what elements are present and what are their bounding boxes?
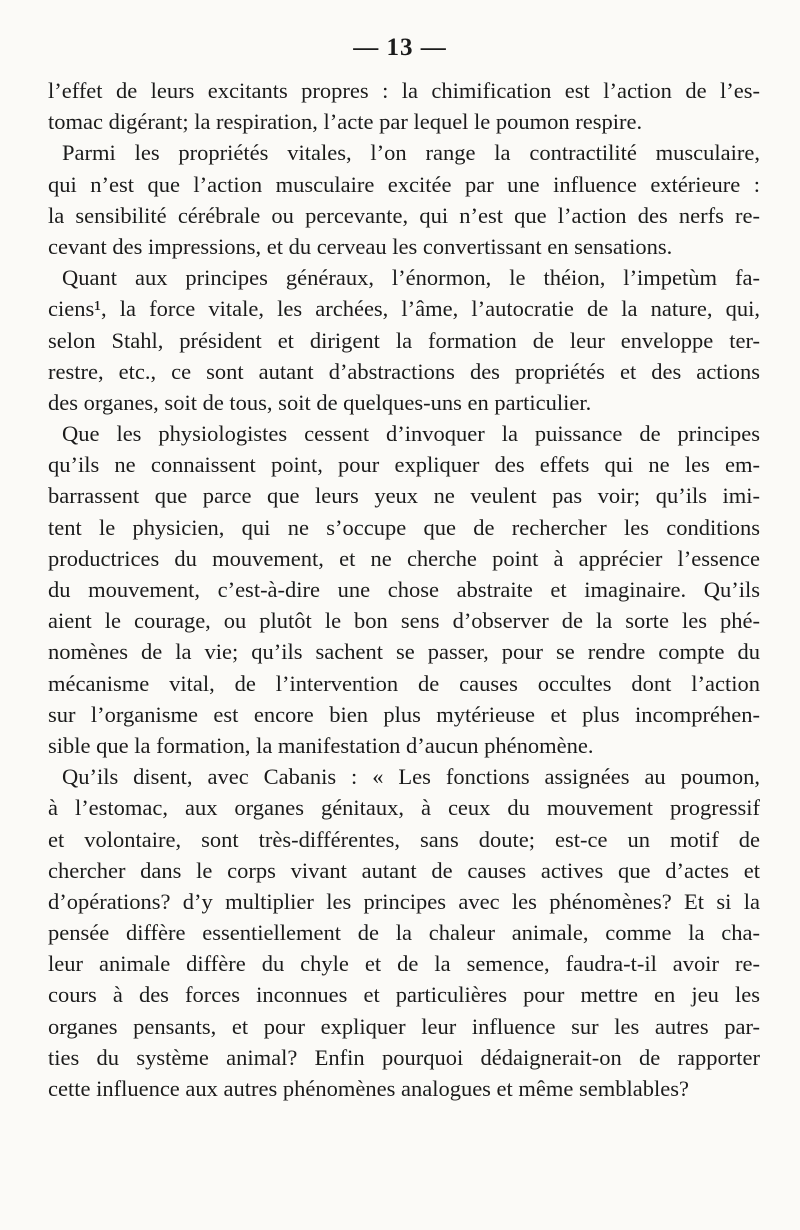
text-line: et volontaire, sont très-différentes, sans doute; est-ce un motif de	[48, 826, 760, 852]
text-line: cours à des forces inconnues et particulières pour mettre en jeu les	[48, 982, 760, 1008]
text-line: barrassent que parce que leurs yeux ne veulent pas voir; qu’ils imi-	[48, 483, 760, 509]
text-line: l’effet de leurs excitants propres : la chimification est l’action de l’es-	[48, 78, 760, 103]
text-line: organes pensants, et pour expliquer leur influence sur les autres par-	[48, 1013, 760, 1039]
text-line: cette influence aux autres phénomènes analogues et même semblables?	[48, 1076, 689, 1101]
text-line: qu’ils ne connaissent point, pour expliquer des effets qui ne les em-	[48, 452, 760, 478]
text-line: Que les physiologistes cessent d’invoquer la puissance de principes	[62, 421, 760, 447]
text-line: sur l’organisme est encore bien plus mytérieuse et plus incompréhen-	[48, 701, 760, 727]
text-line: à l’estomac, aux organes génitaux, à ceux du mouvement progressif	[48, 795, 760, 821]
text-line: mécanisme vital, de l’intervention de causes occultes dont l’action	[48, 670, 760, 696]
text-line: ties du système animal? Enfin pourquoi dédaignerait-on de rapporter	[48, 1044, 760, 1070]
text-line: leur animale diffère du chyle et de la semence, faudra-t-il avoir re-	[48, 951, 760, 977]
text-line: la sensibilité cérébrale ou percevante, qui n’est que l’action des nerfs re-	[48, 202, 760, 228]
text-line: aient le courage, ou plutôt le bon sens d’observer de la sorte les phé-	[48, 608, 760, 634]
text-line: Qu’ils disent, avec Cabanis : « Les fonctions assignées au poumon,	[62, 764, 760, 790]
body-text	[48, 75, 760, 1104]
text-line: Parmi les propriétés vitales, l’on range la contractilité musculaire,	[62, 140, 760, 166]
text-line: d’opérations? d’y multiplier les principes avec les phénomènes? Et si la	[48, 888, 760, 914]
text-line: du mouvement, c’est-à-dire une chose abstraite et imaginaire. Qu’ils	[48, 577, 760, 602]
text-line: cevant des impressions, et du cerveau les convertissant en sensations.	[48, 233, 673, 259]
page-number: — 13 —	[353, 34, 447, 61]
text-line: restre, etc., ce sont autant d’abstractions des propriétés et des actions	[48, 358, 760, 384]
text-line: sible que la formation, la manifestation d’aucun phénomène.	[48, 732, 594, 758]
text-line: ciens¹, la force vitale, les archées, l’âme, l’autocratie de la nature, qui,	[48, 296, 760, 322]
text-line: qui n’est que l’action musculaire excitée par une influence extérieure :	[48, 171, 760, 197]
text-line: tent le physicien, qui ne s’occupe que de rechercher les conditions	[48, 514, 760, 540]
text-line: chercher dans le corps vivant autant de causes actives que d’actes et	[48, 857, 760, 883]
text-line: tomac digérant; la respiration, l’acte par lequel le poumon respire.	[48, 109, 643, 135]
text-line: productrices du mouvement, et ne cherche point à apprécier l’essence	[48, 545, 760, 571]
text-line: des organes, soit de tous, soit de quelques-uns en particulier.	[48, 389, 592, 415]
text-line: pensée diffère essentiellement de la chaleur animale, comme la cha-	[48, 920, 760, 946]
text-line: Quant aux principes généraux, l’énormon, le théion, l’impetùm fa-	[62, 265, 760, 291]
text-line: selon Stahl, président et dirigent la formation de leur enveloppe ter-	[48, 327, 760, 353]
text-line: nomènes de la vie; qu’ils sachent se passer, pour se rendre compte du	[48, 639, 760, 665]
